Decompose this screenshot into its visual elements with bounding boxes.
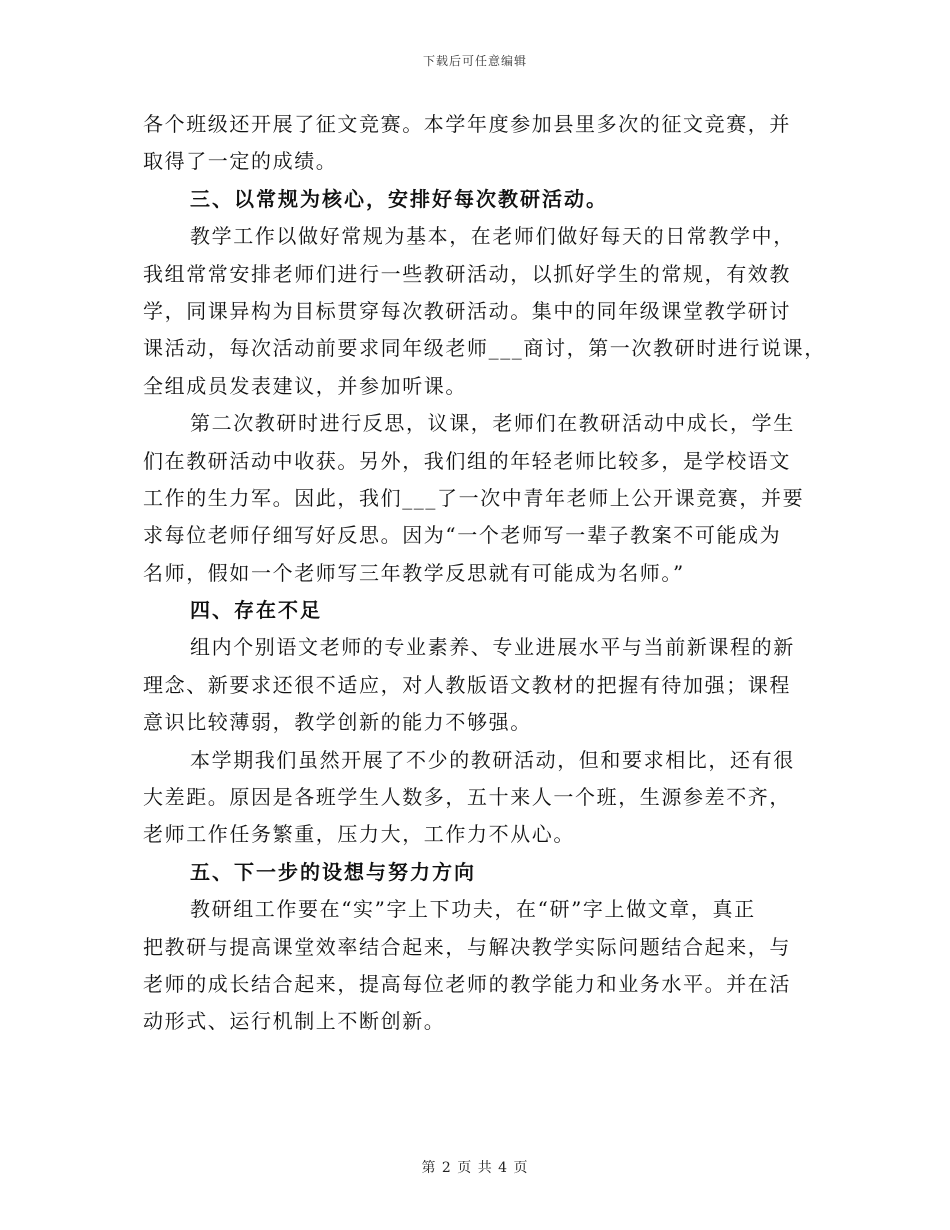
body-line: 学，同课异构为目标贯穿每次教研活动。集中的同年级课堂教学研讨 — [143, 298, 791, 323]
body-line: 工作的生力军。因此，我们___了一次中青年老师上公开课竞赛，并要 — [143, 485, 805, 510]
body-line: 求每位老师仔细写好反思。因为“一个老师写一辈子教案不可能成为 — [143, 523, 782, 548]
section-heading: 三、以常规为核心，安排好每次教研活动。 — [190, 186, 608, 211]
body-line: 本学期我们虽然开展了不少的教研活动，但和要求相比，还有很 — [190, 747, 795, 772]
body-line: 老师工作任务繁重，压力大，工作力不从心。 — [143, 822, 575, 847]
body-line: 取得了一定的成绩。 — [143, 149, 338, 174]
body-line: 教学工作以做好常规为基本，在老师们做好每天的日常教学中， — [190, 224, 795, 249]
body-line: 第二次教研时进行反思，议课，老师们在教研活动中成长，学生 — [190, 411, 795, 436]
body-line: 大差距。原因是各班学生人数多，五十来人一个班，生源参差不齐， — [143, 785, 791, 810]
body-line: 理念、新要求还很不适应，对人教版语文教材的把握有待加强；课程 — [143, 672, 791, 697]
body-line: 组内个别语文老师的专业素养、专业进展水平与当前新课程的新 — [190, 635, 795, 660]
body-line: 老师的成长结合起来，提高每位老师的教学能力和业务水平。并在活 — [143, 971, 791, 996]
section-heading: 五、下一步的设想与努力方向 — [190, 859, 476, 884]
body-line: 全组成员发表建议，并参加听课。 — [143, 373, 467, 398]
body-line: 课活动，每次活动前要求同年级老师___商讨，第一次教研时进行说课， — [143, 336, 826, 361]
header-note: 下载后可任意编辑 — [422, 54, 527, 68]
body-line: 们在教研活动中收获。另外，我们组的年轻老师比较多，是学校语文 — [143, 448, 791, 473]
body-line: 名师，假如一个老师写三年教学反思就有可能成为名师。” — [143, 560, 685, 585]
body-line: 动形式、运行机制上不断创新。 — [143, 1009, 446, 1034]
body-line: 意识比较薄弱，教学创新的能力不够强。 — [143, 710, 532, 735]
page-number: 第 2 页 共 4 页 — [421, 1160, 529, 1176]
document-body — [143, 106, 826, 1041]
body-line: 各个班级还开展了征文竞赛。本学年度参加县里多次的征文竞赛，并 — [143, 112, 791, 136]
body-line: 我组常常安排老师们进行一些教研活动，以抓好学生的常规，有效教 — [143, 261, 791, 286]
section-heading: 四、存在不足 — [190, 598, 322, 623]
body-line: 教研组工作要在“实”字上下功夫，在“研”字上做文章，真正 — [190, 897, 756, 922]
body-line: 把教研与提高课堂效率结合起来，与解决教学实际问题结合起来，与 — [143, 934, 791, 959]
